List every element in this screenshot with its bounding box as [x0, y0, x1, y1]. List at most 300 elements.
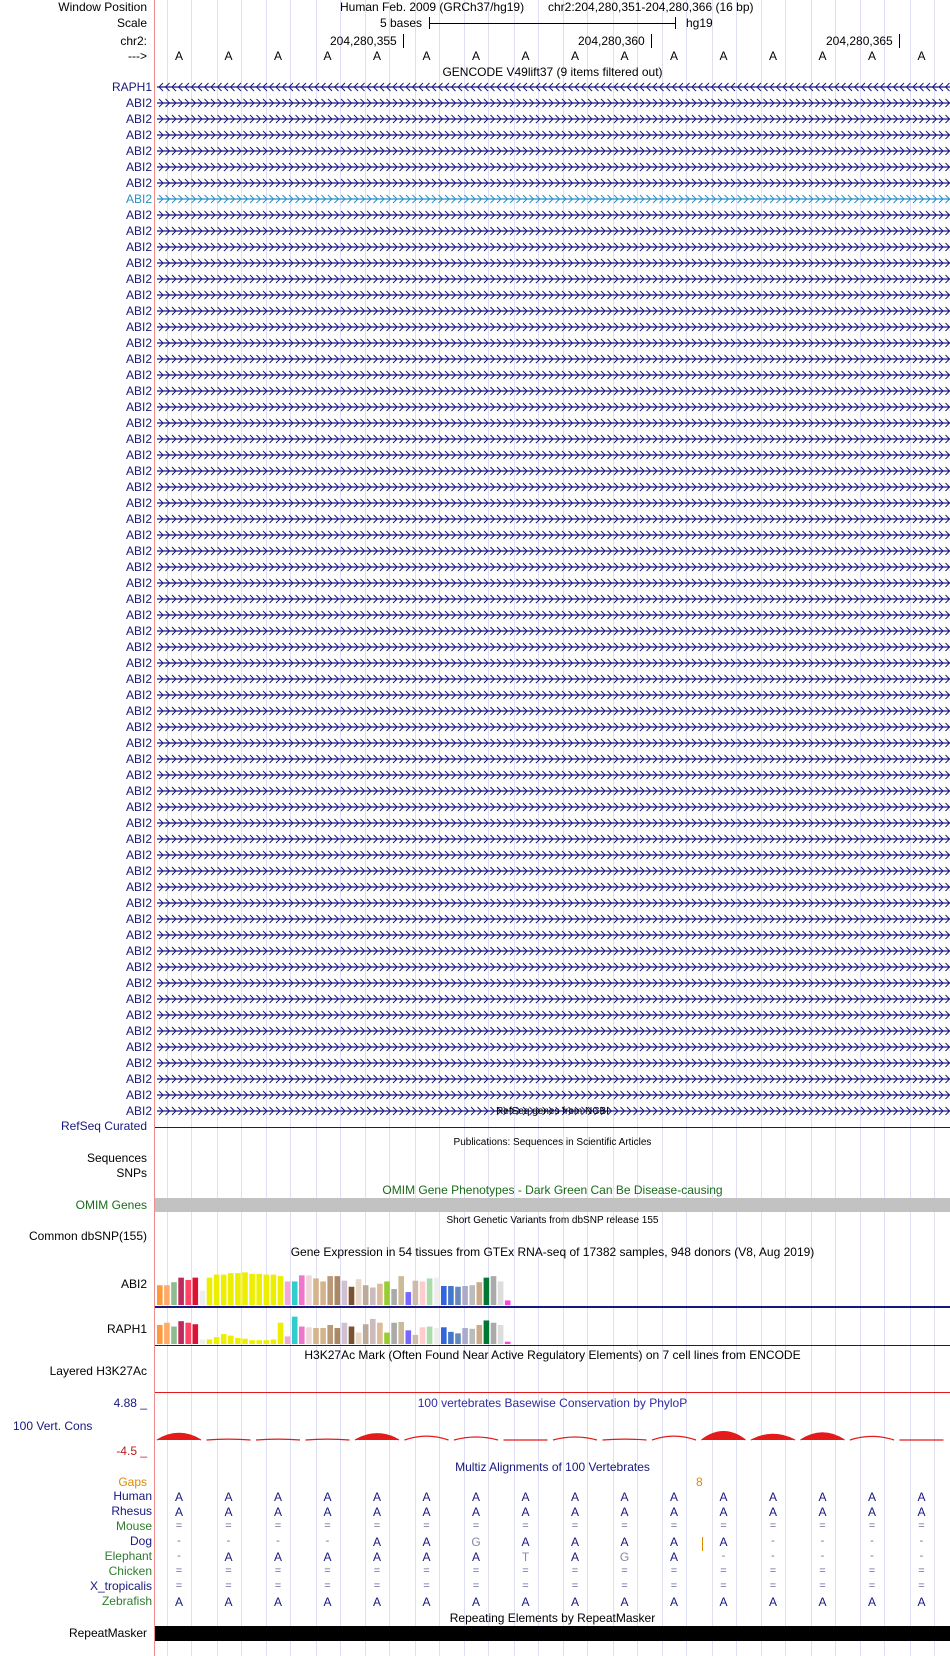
phylop-title[interactable]: 100 vertebrates Basewise Conservation by PhyloP [417, 1396, 688, 1410]
gene-model[interactable] [157, 159, 950, 175]
base-letter: A [273, 49, 282, 63]
gene-model[interactable] [157, 1039, 950, 1055]
gene-label[interactable]: ABI2 [125, 1040, 152, 1054]
species-label[interactable]: Chicken [108, 1564, 152, 1578]
aligned-base: A [224, 1490, 233, 1504]
gtex-bar[interactable] [391, 1323, 397, 1344]
base-letter: A [174, 49, 183, 63]
phylop-score[interactable] [702, 1432, 746, 1440]
species-label[interactable]: Mouse [115, 1519, 152, 1533]
refseq-title[interactable]: RefSeq genes from NCBI [496, 1106, 609, 1117]
dbsnp-label[interactable]: Common dbSNP(155) [28, 1229, 147, 1243]
phylop-score[interactable] [157, 1433, 201, 1440]
gtex-bar[interactable] [420, 1281, 426, 1305]
gene-label[interactable]: ABI2 [125, 528, 152, 542]
gtex-bar[interactable] [356, 1333, 362, 1344]
gtex-bar[interactable] [313, 1328, 319, 1344]
gene-label[interactable]: ABI2 [125, 112, 152, 126]
gene-label[interactable]: ABI2 [125, 320, 152, 334]
gtex-raph1-label[interactable]: RAPH1 [106, 1322, 147, 1336]
aligned-base: A [422, 1535, 431, 1549]
gene-label[interactable]: ABI2 [125, 784, 152, 798]
base-letter: A [570, 49, 579, 63]
gene-model[interactable] [157, 543, 950, 559]
gene-model[interactable] [157, 575, 950, 591]
gtex-bar[interactable] [398, 1276, 404, 1305]
gtex-bar[interactable] [185, 1323, 191, 1344]
gene-model[interactable] [157, 463, 950, 479]
gene-model[interactable] [157, 111, 950, 127]
gtex-bar[interactable] [427, 1278, 433, 1305]
gene-model[interactable] [157, 831, 950, 847]
gene-label[interactable]: ABI2 [125, 304, 152, 318]
gene-label[interactable]: ABI2 [125, 208, 152, 222]
gtex-bar[interactable] [249, 1274, 255, 1305]
gtex-bar[interactable] [228, 1336, 234, 1344]
gtex-bar[interactable] [299, 1327, 305, 1344]
gene-label[interactable]: ABI2 [125, 176, 152, 190]
dbsnp-title[interactable]: Short Genetic Variants from dbSNP release 155 [446, 1215, 659, 1226]
gene-model[interactable] [157, 815, 950, 831]
gtex-bar[interactable] [164, 1285, 170, 1305]
gtex-bar[interactable] [505, 1300, 511, 1305]
gtex-bar[interactable] [320, 1328, 326, 1344]
aligned-base: A [372, 1550, 381, 1564]
gtex-bar-chart[interactable] [155, 1260, 950, 1346]
gene-label[interactable]: ABI2 [125, 992, 152, 1006]
gene-label[interactable]: ABI2 [125, 720, 152, 734]
gtex-bar[interactable] [498, 1325, 504, 1344]
gtex-bar[interactable] [306, 1327, 312, 1344]
gtex-abi2-label[interactable]: ABI2 [120, 1277, 147, 1291]
gtex-bar[interactable] [505, 1342, 511, 1344]
gtex-bar[interactable] [377, 1284, 383, 1305]
gene-label[interactable]: ABI2 [125, 640, 152, 654]
gene-model[interactable] [157, 783, 950, 799]
gtex-bar[interactable] [157, 1285, 163, 1305]
gtex-bar[interactable] [384, 1333, 390, 1344]
gtex-bar[interactable] [214, 1337, 220, 1344]
gene-model[interactable] [157, 255, 950, 271]
gene-model[interactable] [157, 927, 950, 943]
gtex-bar[interactable] [484, 1278, 490, 1305]
gene-label[interactable]: ABI2 [125, 1088, 152, 1102]
aligned-base: A [917, 1595, 926, 1609]
gene-label[interactable]: ABI2 [125, 192, 152, 206]
gtex-bar[interactable] [384, 1281, 390, 1305]
gtex-bar[interactable] [462, 1286, 468, 1305]
gtex-bar[interactable] [200, 1339, 206, 1344]
gene-model[interactable] [157, 287, 950, 303]
gene-model[interactable] [157, 879, 950, 895]
aligned-base: = [175, 1520, 183, 1532]
gene-label[interactable]: ABI2 [125, 544, 152, 558]
aligned-base: - [919, 1535, 924, 1547]
gtex-bar[interactable] [271, 1275, 277, 1305]
gene-model[interactable] [157, 735, 950, 751]
gene-label[interactable]: ABI2 [125, 384, 152, 398]
gtex-bar[interactable] [264, 1340, 270, 1344]
aligned-base: A [372, 1535, 381, 1549]
gtex-bar[interactable] [477, 1325, 483, 1344]
gtex-bar[interactable] [335, 1328, 341, 1344]
gtex-bar[interactable] [349, 1327, 355, 1344]
gene-model[interactable] [157, 431, 950, 447]
gtex-bar[interactable] [299, 1275, 305, 1305]
phylop-score[interactable] [207, 1439, 251, 1440]
gene-model[interactable] [157, 335, 950, 351]
gene-model[interactable] [157, 671, 950, 687]
gene-model[interactable] [157, 1007, 950, 1023]
gene-label[interactable]: ABI2 [125, 464, 152, 478]
gene-model[interactable] [157, 239, 950, 255]
gene-model[interactable] [157, 687, 950, 703]
gtex-bar[interactable] [235, 1338, 241, 1344]
gene-label[interactable]: ABI2 [125, 688, 152, 702]
gtex-bar[interactable] [193, 1324, 199, 1344]
gtex-bar[interactable] [249, 1340, 255, 1344]
phylop-score[interactable] [454, 1437, 498, 1440]
species-label[interactable]: Elephant [104, 1549, 152, 1563]
gene-label[interactable]: ABI2 [125, 96, 152, 110]
gene-label[interactable]: ABI2 [125, 912, 152, 926]
gtex-bar[interactable] [178, 1278, 184, 1305]
gtex-bar[interactable] [285, 1336, 291, 1344]
aligned-base: = [720, 1580, 727, 1592]
gene-model[interactable] [157, 399, 950, 415]
gtex-bar[interactable] [271, 1339, 277, 1344]
gene-model[interactable] [157, 479, 950, 495]
gtex-bar[interactable] [228, 1273, 234, 1305]
gene-label[interactable]: ABI2 [125, 432, 152, 446]
gene-model[interactable] [157, 303, 950, 319]
gene-model[interactable] [157, 1071, 950, 1087]
gene-label[interactable]: ABI2 [125, 1072, 152, 1086]
gtex-bar[interactable] [420, 1327, 426, 1344]
gene-label[interactable]: ABI2 [125, 160, 152, 174]
gene-model[interactable] [157, 175, 950, 191]
gene-label[interactable]: ABI2 [125, 592, 152, 606]
aligned-base: - [870, 1535, 874, 1547]
gtex-bar[interactable] [491, 1323, 497, 1344]
gtex-bar[interactable] [427, 1327, 433, 1344]
gtex-bar[interactable] [498, 1281, 504, 1305]
gtex-bar[interactable] [363, 1285, 369, 1305]
species-label[interactable]: X_tropicalis [89, 1579, 152, 1593]
gene-model[interactable] [157, 367, 950, 383]
gene-label[interactable]: ABI2 [125, 480, 152, 494]
phylop-score[interactable] [751, 1434, 795, 1440]
gtex-bar[interactable] [335, 1276, 341, 1305]
gene-model[interactable] [157, 127, 950, 143]
gene-model[interactable] [157, 591, 950, 607]
gtex-bar[interactable] [342, 1323, 348, 1344]
phylop-label[interactable]: 100 Vert. Cons [13, 1419, 93, 1433]
gene-label[interactable]: ABI2 [125, 240, 152, 254]
gtex-bar[interactable] [370, 1319, 376, 1344]
gtex-bar[interactable] [406, 1330, 412, 1344]
gtex-bar[interactable] [413, 1281, 419, 1305]
aligned-base: - [721, 1550, 726, 1562]
gene-model[interactable] [157, 95, 950, 111]
gene-model[interactable] [157, 271, 950, 287]
gtex-bar[interactable] [221, 1334, 227, 1344]
phylop-score[interactable] [603, 1439, 647, 1440]
gtex-bar[interactable] [278, 1323, 284, 1344]
aligned-base: A [669, 1535, 678, 1549]
gtex-bar[interactable] [193, 1278, 199, 1305]
phylop-score[interactable] [256, 1439, 300, 1440]
aligned-base: - [325, 1535, 330, 1547]
gene-model[interactable] [157, 495, 950, 511]
gene-model[interactable] [157, 655, 950, 671]
gene-model[interactable] [157, 959, 950, 975]
gene-label[interactable]: ABI2 [125, 1024, 152, 1038]
gtex-bar[interactable] [256, 1274, 262, 1305]
species-label[interactable]: Rhesus [111, 1504, 152, 1518]
gene-model[interactable] [157, 447, 950, 463]
gtex-bar[interactable] [171, 1327, 177, 1344]
gtex-bar[interactable] [306, 1275, 312, 1305]
gtex-bar[interactable] [285, 1281, 291, 1305]
gtex-bar[interactable] [327, 1276, 333, 1305]
gene-label[interactable]: ABI2 [125, 816, 152, 830]
phylop-score[interactable] [405, 1436, 449, 1440]
gene-model[interactable] [157, 911, 950, 927]
publications-title[interactable]: Publications: Sequences in Scientific Articles [453, 1137, 652, 1148]
gtex-bar[interactable] [207, 1339, 213, 1344]
gene-model[interactable] [157, 511, 950, 527]
gene-model[interactable] [157, 703, 950, 719]
species-label[interactable]: Human [113, 1489, 152, 1503]
species-label[interactable]: Zebrafish [101, 1594, 152, 1608]
gencode-title[interactable]: GENCODE V49lift37 (9 items filtered out) [442, 65, 663, 79]
gtex-bar[interactable] [320, 1281, 326, 1305]
gene-model[interactable] [157, 751, 950, 767]
gtex-title[interactable]: Gene Expression in 54 tissues from GTEx RNA-seq of 17382 samples, 948 donors (V8, Aug 2019) [290, 1245, 815, 1259]
gene-label[interactable]: ABI2 [125, 608, 152, 622]
gene-model[interactable] [157, 863, 950, 879]
gene-label[interactable]: ABI2 [125, 288, 152, 302]
gene-model[interactable] [157, 383, 950, 399]
aligned-base: A [273, 1550, 282, 1564]
gene-model[interactable] [157, 559, 950, 575]
gtex-bar[interactable] [221, 1275, 227, 1305]
gene-model[interactable] [157, 799, 950, 815]
gene-label[interactable]: ABI2 [125, 656, 152, 670]
gtex-bar[interactable] [434, 1328, 440, 1344]
gtex-bar[interactable] [462, 1328, 468, 1344]
gene-label[interactable]: ABI2 [125, 960, 152, 974]
gtex-bar[interactable] [178, 1321, 184, 1344]
gene-model[interactable] [157, 847, 950, 863]
repeatmasker-title[interactable]: Repeating Elements by RepeatMasker [449, 1611, 656, 1625]
gene-label[interactable]: ABI2 [125, 400, 152, 414]
base-letter: A [669, 49, 678, 63]
gtex-bar[interactable] [391, 1289, 397, 1305]
gene-model[interactable] [157, 415, 950, 431]
gene-label[interactable]: ABI2 [125, 448, 152, 462]
gtex-bar[interactable] [441, 1327, 447, 1344]
gene-label[interactable]: ABI2 [125, 128, 152, 142]
phylop-score[interactable] [850, 1436, 894, 1440]
gtex-bar[interactable] [292, 1317, 298, 1344]
gtex-bar[interactable] [448, 1286, 454, 1305]
gtex-bar[interactable] [477, 1282, 483, 1305]
phylop-score[interactable] [553, 1437, 597, 1440]
gtex-bar[interactable] [292, 1281, 298, 1305]
gene-model[interactable] [157, 1055, 950, 1071]
gtex-bar[interactable] [242, 1272, 248, 1305]
gene-label[interactable]: ABI2 [125, 896, 152, 910]
gene-label[interactable]: ABI2 [125, 624, 152, 638]
aligned-base: G [619, 1550, 630, 1564]
gene-label[interactable]: ABI2 [125, 976, 152, 990]
gene-label[interactable]: ABI2 [125, 256, 152, 270]
gene-label[interactable]: ABI2 [125, 1008, 152, 1022]
gtex-bar[interactable] [469, 1329, 475, 1344]
phylop-score[interactable] [652, 1436, 696, 1440]
gene-label[interactable]: ABI2 [125, 832, 152, 846]
gtex-bar[interactable] [207, 1278, 213, 1305]
gene-label[interactable]: ABI2 [125, 1104, 152, 1118]
h3k27ac-title[interactable]: H3K27Ac Mark (Often Found Near Active Regulatory Elements) on 7 cell lines from ENCODE [304, 1348, 801, 1362]
gtex-bar[interactable] [398, 1322, 404, 1344]
phylop-score[interactable] [306, 1439, 350, 1440]
gene-label[interactable]: ABI2 [125, 1056, 152, 1070]
gene-label[interactable]: ABI2 [125, 272, 152, 286]
gene-label[interactable]: ABI2 [125, 560, 152, 574]
phylop-score[interactable] [355, 1434, 399, 1440]
omim-title[interactable]: OMIM Gene Phenotypes - Dark Green Can Be Disease-causing [382, 1183, 723, 1197]
gene-label[interactable]: ABI2 [125, 336, 152, 350]
gtex-bar[interactable] [164, 1323, 170, 1344]
gene-model[interactable] [157, 207, 950, 223]
gene-model[interactable] [157, 719, 950, 735]
gtex-bar[interactable] [469, 1285, 475, 1305]
gene-model[interactable] [157, 191, 950, 207]
omim-label[interactable]: OMIM Genes [75, 1198, 147, 1212]
gene-label[interactable]: ABI2 [125, 224, 152, 238]
gene-model[interactable] [157, 607, 950, 623]
aligned-base: A [521, 1490, 530, 1504]
gtex-bar[interactable] [484, 1320, 490, 1344]
gtex-bar[interactable] [406, 1292, 412, 1305]
gene-label[interactable]: ABI2 [125, 752, 152, 766]
gene-label[interactable]: ABI2 [125, 848, 152, 862]
repeatmasker-label[interactable]: RepeatMasker [68, 1626, 147, 1640]
gtex-bar[interactable] [214, 1275, 220, 1305]
gtex-bar[interactable] [327, 1325, 333, 1344]
gene-model[interactable] [157, 639, 950, 655]
gtex-bar[interactable] [448, 1332, 454, 1344]
gene-model[interactable] [157, 767, 950, 783]
gtex-bar[interactable] [171, 1282, 177, 1305]
aligned-base: = [670, 1580, 678, 1592]
aligned-base: A [224, 1550, 233, 1564]
gtex-bar[interactable] [242, 1339, 248, 1344]
gene-label[interactable]: ABI2 [125, 512, 152, 526]
gene-model[interactable] [157, 143, 950, 159]
aligned-base: A [422, 1550, 431, 1564]
gene-model[interactable] [157, 79, 950, 95]
gene-model[interactable] [157, 991, 950, 1007]
gene-label[interactable]: ABI2 [125, 352, 152, 366]
gtex-bar[interactable] [441, 1286, 447, 1305]
h3k27ac-label[interactable]: Layered H3K27Ac [49, 1364, 147, 1378]
phylop-chart[interactable] [155, 1410, 950, 1460]
gtex-bar[interactable] [413, 1335, 419, 1344]
gene-model[interactable] [157, 527, 950, 543]
gtex-bar[interactable] [313, 1278, 319, 1305]
gtex-bar[interactable] [349, 1287, 355, 1305]
gene-model[interactable] [157, 975, 950, 991]
gene-label[interactable]: ABI2 [125, 416, 152, 430]
gene-label[interactable]: ABI2 [125, 768, 152, 782]
gene-label[interactable]: ABI2 [125, 704, 152, 718]
gtex-bar[interactable] [235, 1273, 241, 1305]
gene-model[interactable] [157, 1023, 950, 1039]
aligned-base: A [867, 1490, 876, 1504]
gene-label[interactable]: ABI2 [125, 880, 152, 894]
gtex-bar[interactable] [455, 1333, 461, 1344]
gene-model[interactable] [157, 623, 950, 639]
gtex-bar[interactable] [356, 1279, 362, 1305]
gene-model[interactable] [157, 351, 950, 367]
gene-label[interactable]: ABI2 [125, 800, 152, 814]
gene-model[interactable] [157, 223, 950, 239]
phylop-score[interactable] [801, 1433, 845, 1440]
gene-model[interactable] [157, 943, 950, 959]
gene-model[interactable] [157, 319, 950, 335]
gene-label[interactable]: ABI2 [125, 672, 152, 686]
gtex-bar[interactable] [342, 1281, 348, 1305]
gene-label[interactable]: ABI2 [125, 944, 152, 958]
gene-label[interactable]: ABI2 [125, 928, 152, 942]
gtex-bar[interactable] [256, 1340, 262, 1344]
gtex-bar[interactable] [455, 1287, 461, 1305]
gtex-bar[interactable] [264, 1275, 270, 1305]
aligned-base: A [273, 1505, 282, 1519]
gtex-bar[interactable] [434, 1278, 440, 1305]
repeatmasker-bar[interactable] [155, 1626, 950, 1641]
gtex-bar[interactable] [377, 1323, 383, 1344]
gene-label[interactable]: ABI2 [125, 576, 152, 590]
gtex-bar[interactable] [200, 1291, 206, 1305]
gene-label[interactable]: ABI2 [125, 496, 152, 510]
gtex-bar[interactable] [185, 1280, 191, 1305]
gtex-bar[interactable] [491, 1276, 497, 1305]
gtex-bar[interactable] [157, 1325, 163, 1344]
publications-snps-label[interactable]: SNPs [116, 1166, 147, 1180]
multiz-title[interactable]: Multiz Alignments of 100 Vertebrates [455, 1460, 650, 1474]
publications-sequences-label[interactable]: Sequences [86, 1151, 147, 1165]
gene-label[interactable]: ABI2 [125, 144, 152, 158]
gene-label[interactable]: ABI2 [125, 864, 152, 878]
gene-model[interactable] [157, 1087, 950, 1103]
refseq-label[interactable]: RefSeq Curated [60, 1119, 147, 1133]
gene-label[interactable]: ABI2 [125, 736, 152, 750]
omim-bar[interactable] [155, 1198, 950, 1212]
aligned-base: = [720, 1565, 727, 1577]
gtex-bar[interactable] [363, 1324, 369, 1344]
gtex-bar[interactable] [278, 1276, 284, 1305]
species-label[interactable]: Dog [129, 1534, 152, 1548]
gtex-bar[interactable] [370, 1288, 376, 1305]
gene-model[interactable] [157, 895, 950, 911]
gene-label[interactable]: RAPH1 [111, 80, 152, 94]
gene-label[interactable]: ABI2 [125, 368, 152, 382]
